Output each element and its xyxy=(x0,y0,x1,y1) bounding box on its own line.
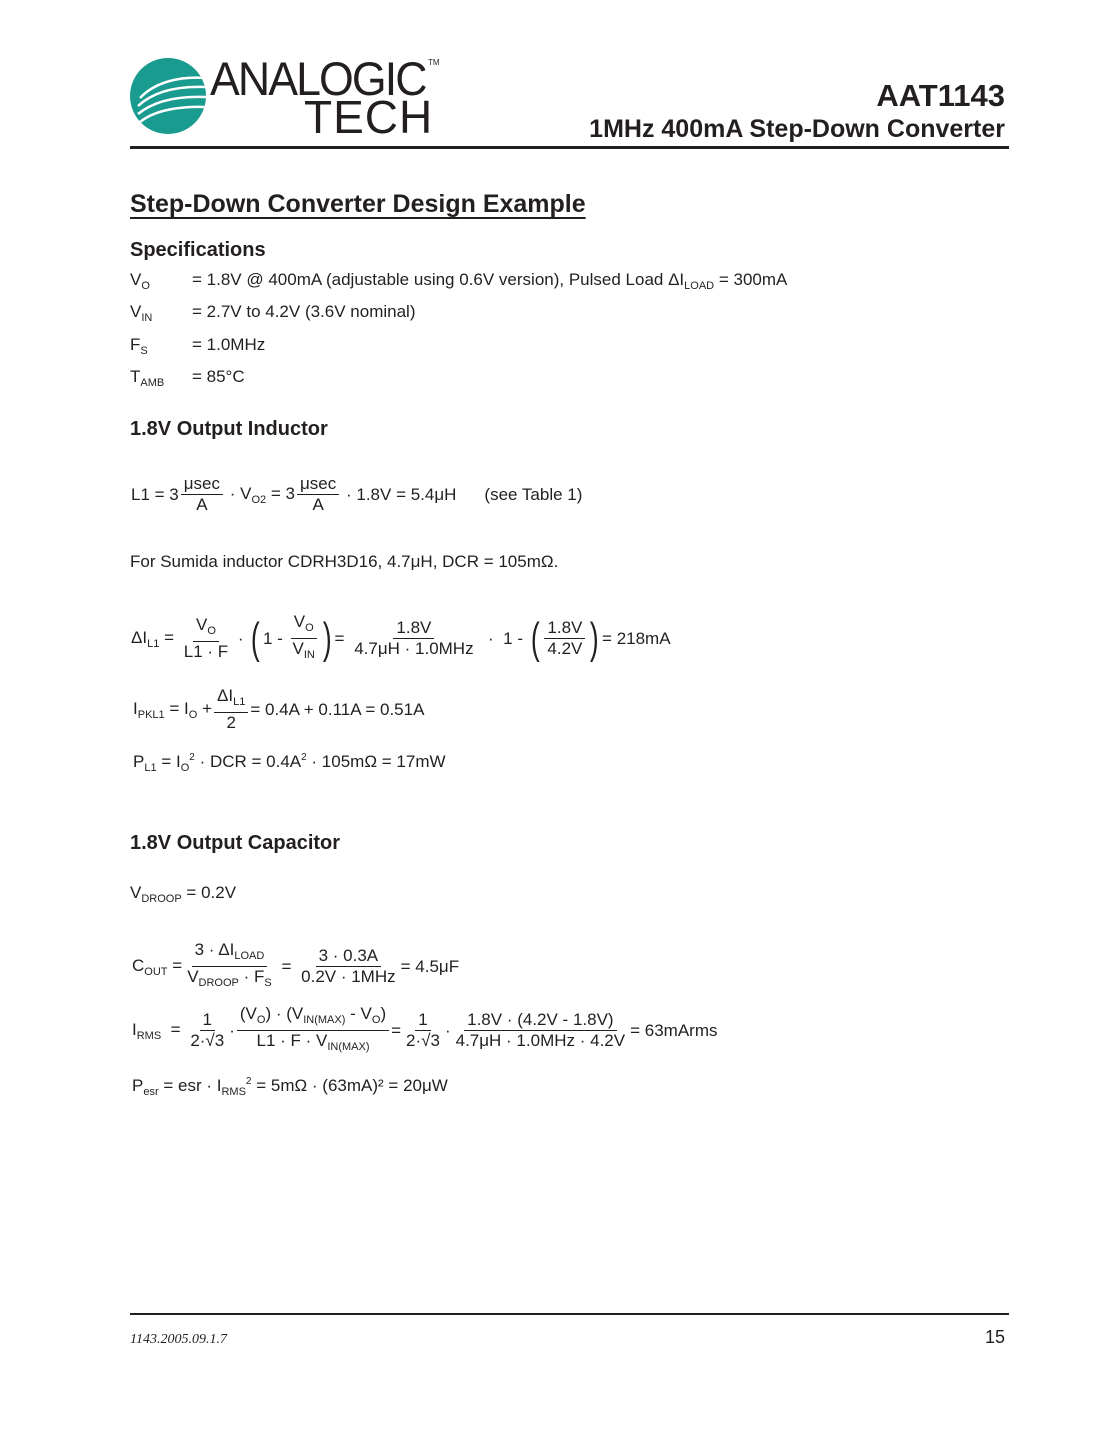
spec-symbol-tamb: $T_{AMB}$ xyxy=(130,367,165,389)
logo-text-analogic: ANALOGIC xyxy=(210,52,426,105)
spec-symbol-vin: $V_{IN}$ xyxy=(130,302,153,324)
inductor-heading: 1.8V Output Inductor xyxy=(130,418,328,440)
page-number: 15 xyxy=(984,1327,1005,1347)
equation-cout: $C_{OUT}$ = $\frac{3 \cdot \Delta I_{LOAD}}{V_{DROOP} \cdot F_S}$ = $\frac{3 \cdot 0.3A}{\text{0.2V · 1MHz}}$ = 4.5μF xyxy=(132,940,460,989)
spec-value-fs: = 1.0MHz xyxy=(192,335,266,354)
logo-trademark: TM xyxy=(428,58,440,67)
spec-symbol-vo: $V_O$ xyxy=(130,270,150,292)
spec-value-vin: = 2.7V to 4.2V (3.6V nominal) xyxy=(192,302,416,321)
equation-l1: L1 = 3 $\frac{\mu\sec}{A}$ · $V_{O2} = 3$ $\frac{\mu\sec}{A}$ · 1.8V = 5.4μH (see Table 1) xyxy=(131,474,583,514)
vdroop-spec: $V_{DROOP} = 0.2V$ xyxy=(130,883,237,905)
spec-value-tamb: = 85°C xyxy=(192,367,245,386)
part-number: AAT1143 xyxy=(876,78,1005,113)
header-rule xyxy=(130,146,1009,149)
equation-pesr: $P_{esr}$ = esr · $I_{RMS}^2 = 5m\Omega \cdot (63mA)^2 = 20\mu W$ xyxy=(132,1076,448,1098)
equation-delta-il1: $\Delta I_{L1}$ = $\frac{V_O}{L1 \cdot F}$ · ( 1 - $\frac{V_O}{V_{IN}}$ ) = $\frac{1.8V}{\text{4.7μH · 1.0MHz}}$ · 1 - ( $\frac{1.8V}{4.2V}$ ) = 218mA xyxy=(131,612,671,663)
logo-swoosh-icon xyxy=(130,58,206,134)
spec-symbol-fs: $F_S$ xyxy=(130,335,148,357)
capacitor-heading: 1.8V Output Capacitor xyxy=(130,832,341,854)
equation-pl1: $P_{L1} = I_O^2$ · DCR = $0.4A^2 \cdot 105m\Omega = 17mW$ xyxy=(133,752,446,774)
table-reference: (see Table 1) xyxy=(484,484,583,504)
sumida-inductor-note: For Sumida inductor CDRH3D16, 4.7μH, DCR = 105mΩ. xyxy=(130,552,559,571)
document-subtitle: 1MHz 400mA Step-Down Converter xyxy=(589,115,1005,143)
logo-mark xyxy=(130,58,206,134)
footer-rule xyxy=(130,1313,1009,1315)
specifications-heading: Specifications xyxy=(130,239,266,261)
section-title: Step-Down Converter Design Example xyxy=(130,190,586,218)
equation-irms: $I_{RMS}$ = $\frac{1}{2\cdot√3}$ · $\frac{(V_O) \cdot (V_{IN(MAX)} - V_O)}{L1 \cdot F \cdot V_{IN(MAX)}}$ = $\frac{1}{2\cdot√3}$ · $\frac{1.8V \cdot (4.2V - 1.8V)}{\text{4.7μH · 1.0MHz · 4.2V}}$ = 63mArms xyxy=(132,1004,718,1053)
spec-value-vo: = 1.8V @ 400mA (adjustable using 0.6V version), Pulsed Load $\Delta I_{LOAD} = 300mA$ xyxy=(192,270,788,292)
logo-text-tech: TECH xyxy=(304,91,434,143)
document-code: 1143.2005.09.1.7 xyxy=(130,1332,227,1347)
equation-ipkl1: $I_{PKL1} = I_O$ + $\frac{\Delta I_{L1}}{2}$ = 0.4A + 0.11A = 0.51A xyxy=(133,686,425,732)
